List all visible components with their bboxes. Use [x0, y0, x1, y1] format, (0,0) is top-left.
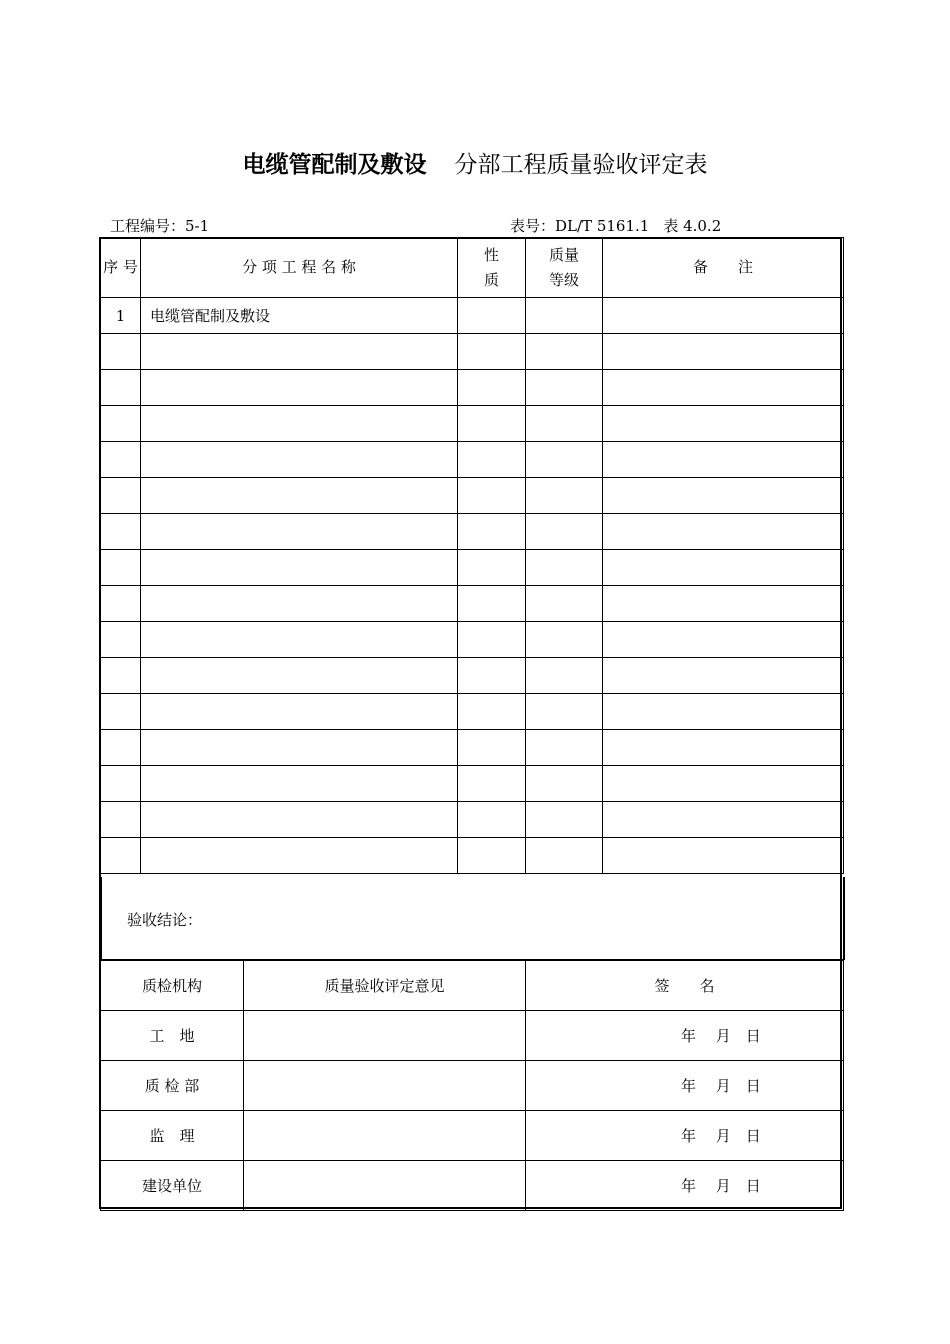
header-grade-text: 质量 等级 [548, 245, 579, 289]
row-grade [526, 658, 603, 694]
sign-date: 年 月 日 [526, 1011, 844, 1061]
sign-row [101, 1111, 844, 1161]
header-grade [526, 238, 603, 298]
row-name [141, 478, 458, 514]
sign-date: 年 月 日 [526, 1161, 844, 1211]
row-nature [458, 802, 526, 838]
conclusion-label: 验收结论： [127, 911, 203, 929]
row-grade [526, 622, 603, 658]
row-seq [101, 730, 141, 766]
row-name [141, 658, 458, 694]
row-nature [458, 514, 526, 550]
row-name [141, 730, 458, 766]
sign-date: 年 月 日 [526, 1111, 844, 1161]
row-remark [603, 730, 844, 766]
row-seq [101, 550, 141, 586]
row-remark [603, 766, 844, 802]
row-seq [101, 622, 141, 658]
project-number: 工程编号：5-1 [110, 217, 210, 235]
table-row [101, 478, 844, 514]
header-remark: 备 注 [603, 238, 844, 298]
row-name [141, 694, 458, 730]
row-grade [526, 406, 603, 442]
row-seq [101, 442, 141, 478]
title-subject: 电缆管配制及敷设 [242, 152, 427, 178]
row-remark [603, 406, 844, 442]
row-nature [458, 730, 526, 766]
row-grade [526, 442, 603, 478]
row-grade [526, 766, 603, 802]
table-row [101, 370, 844, 406]
sign-row [101, 1061, 844, 1111]
sign-opinion [244, 1161, 526, 1211]
row-seq [101, 658, 141, 694]
row-nature [458, 334, 526, 370]
table-row [101, 550, 844, 586]
row-remark [603, 550, 844, 586]
row-seq [101, 514, 141, 550]
row-remark [603, 298, 844, 334]
row-nature [458, 694, 526, 730]
row-remark [603, 442, 844, 478]
row-name: 电缆管配制及敷设 [141, 298, 458, 334]
row-nature [458, 658, 526, 694]
sign-org: 监 理 [101, 1111, 244, 1161]
row-grade [526, 838, 603, 874]
row-seq [101, 766, 141, 802]
row-remark [603, 694, 844, 730]
row-remark [603, 802, 844, 838]
header-name: 分 项 工 程 名 称 [141, 238, 458, 298]
sign-row [101, 1161, 844, 1211]
sign-org: 工 地 [101, 1011, 244, 1061]
items-table [100, 237, 844, 874]
row-remark [603, 334, 844, 370]
row-remark [603, 658, 844, 694]
table-row [101, 406, 844, 442]
row-seq [101, 478, 141, 514]
row-seq [101, 802, 141, 838]
row-grade [526, 334, 603, 370]
row-nature [458, 298, 526, 334]
table-row [101, 766, 844, 802]
row-name [141, 766, 458, 802]
row-seq [101, 694, 141, 730]
table-row [101, 658, 844, 694]
row-seq [101, 586, 141, 622]
sign-header-org: 质检机构 [101, 961, 244, 1011]
table-row [101, 334, 844, 370]
table-number: 表 4.0.2 [663, 217, 722, 235]
row-name [141, 406, 458, 442]
row-grade [526, 370, 603, 406]
row-grade [526, 550, 603, 586]
table-row [101, 442, 844, 478]
row-nature [458, 586, 526, 622]
row-name [141, 442, 458, 478]
row-remark [603, 370, 844, 406]
table-row [101, 514, 844, 550]
row-name [141, 334, 458, 370]
table-row [101, 622, 844, 658]
row-grade [526, 298, 603, 334]
table-row [101, 730, 844, 766]
row-remark [603, 622, 844, 658]
row-seq [101, 838, 141, 874]
row-nature [458, 838, 526, 874]
row-grade [526, 478, 603, 514]
sign-date: 年 月 日 [526, 1061, 844, 1111]
table-row [101, 694, 844, 730]
row-seq: 1 [101, 298, 141, 334]
row-remark [603, 514, 844, 550]
row-seq [101, 406, 141, 442]
row-seq [101, 370, 141, 406]
sign-table [100, 960, 844, 1211]
sign-header-signature: 签 名 [526, 961, 844, 1011]
row-nature [458, 442, 526, 478]
row-nature [458, 406, 526, 442]
row-grade [526, 586, 603, 622]
row-grade [526, 730, 603, 766]
row-seq [101, 334, 141, 370]
sign-header-row [101, 961, 844, 1011]
header-nature [458, 238, 526, 298]
row-grade [526, 802, 603, 838]
title-form-name: 分部工程质量验收评定表 [454, 152, 708, 178]
header-seq: 序 号 [101, 238, 141, 298]
row-remark [603, 586, 844, 622]
row-name [141, 370, 458, 406]
table-header-row [101, 238, 844, 298]
table-row [101, 838, 844, 874]
row-name [141, 586, 458, 622]
table-row [101, 586, 844, 622]
sign-org: 建设单位 [101, 1161, 244, 1211]
row-nature [458, 370, 526, 406]
sign-opinion [244, 1011, 526, 1061]
sign-org: 质 检 部 [101, 1061, 244, 1111]
row-nature [458, 766, 526, 802]
conclusion-box [100, 877, 845, 960]
row-nature [458, 622, 526, 658]
row-remark [603, 838, 844, 874]
row-name [141, 550, 458, 586]
form-number [510, 215, 721, 236]
row-nature [458, 478, 526, 514]
sign-opinion [244, 1111, 526, 1161]
form-standard: 表号：DL/T 5161.1 [510, 217, 650, 235]
page-title [0, 146, 950, 179]
table-row [101, 298, 844, 334]
row-grade [526, 694, 603, 730]
sign-header-opinion: 质量验收评定意见 [244, 961, 526, 1011]
row-name [141, 622, 458, 658]
header-nature-text: 性 质 [483, 245, 499, 289]
row-name [141, 838, 458, 874]
row-remark [603, 478, 844, 514]
sign-opinion [244, 1061, 526, 1111]
row-grade [526, 514, 603, 550]
row-name [141, 802, 458, 838]
sign-row [101, 1011, 844, 1061]
row-nature [458, 550, 526, 586]
row-name [141, 514, 458, 550]
table-row [101, 802, 844, 838]
